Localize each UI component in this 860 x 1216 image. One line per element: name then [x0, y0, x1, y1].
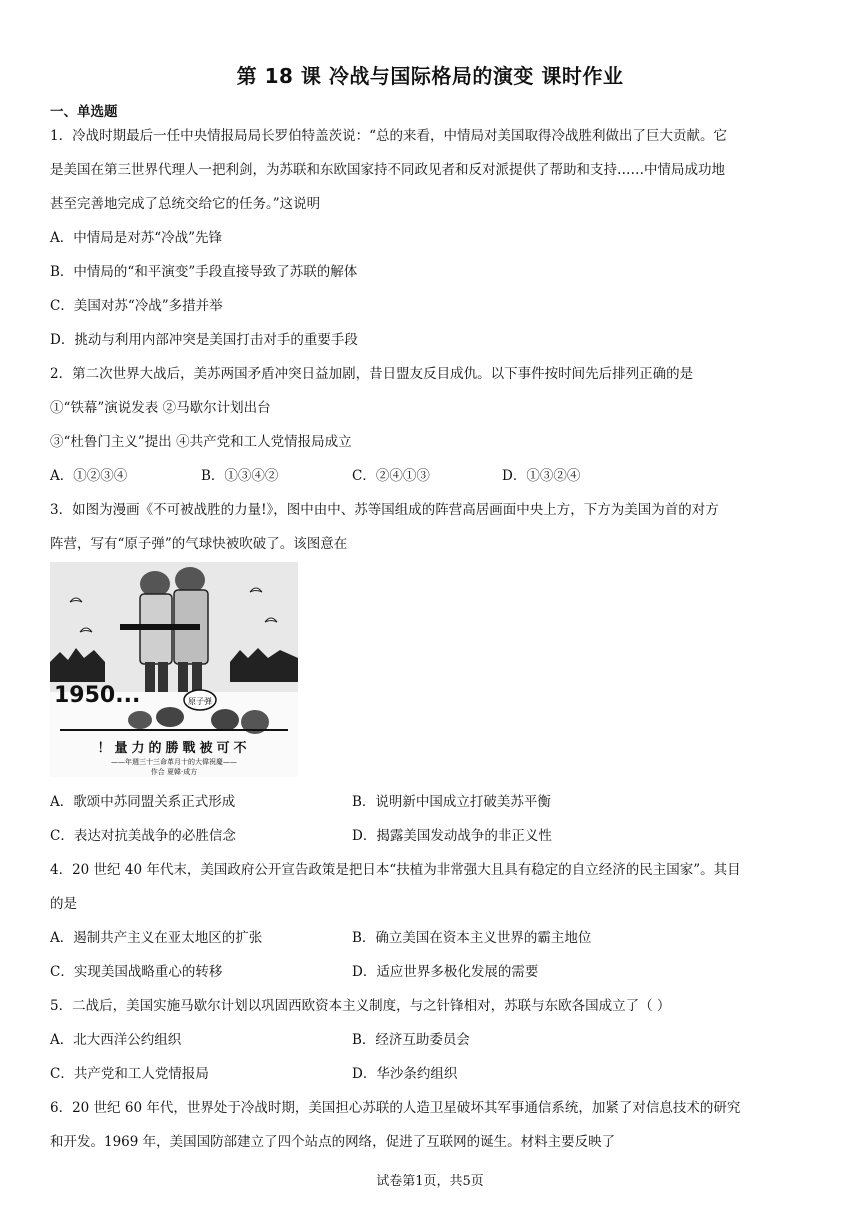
- q4-stem-line-1: 4．20 世纪 40 年代末，美国政府公开宣告政策是把日本“扶植为非常强大且具有稳定的自立经济的民主国家”。其目: [50, 862, 741, 878]
- q5-option-c: C．共产党和工人党情报局: [50, 1066, 209, 1082]
- q1-option-b: B．中情局的“和平演变”手段直接导致了苏联的解体: [50, 264, 358, 280]
- svg-text:原子弹: 原子弹: [188, 697, 212, 706]
- q2-option-a: A．①②③④: [50, 468, 128, 484]
- q5-option-d: D．华沙条约组织: [352, 1066, 458, 1082]
- q2-stem-line-3: ③“杜鲁门主义”提出 ④共产党和工人党情报局成立: [50, 434, 352, 450]
- q2-option-b: B．①③④②: [201, 468, 279, 484]
- q3-stem-line-1: 3．如图为漫画《不可被战胜的力量!》，图中由中、苏等国组成的阵营高居画面中央上方，下方为美国为首的对方: [50, 502, 719, 518]
- q1-option-a: A．中情局是对苏“冷战”先锋: [50, 230, 223, 246]
- cartoon-year: 1950...: [54, 683, 141, 708]
- q2-option-d: D．①③②④: [502, 468, 581, 484]
- q2-stem-line-2: ①“铁幕”演说发表 ②马歇尔计划出台: [50, 400, 271, 416]
- q4-option-c: C．实现美国战略重心的转移: [50, 964, 223, 980]
- q2-option-c: C．②④①③: [352, 468, 430, 484]
- q5-stem-line-1: 5．二战后，美国实施马歇尔计划以巩固西欧资本主义制度，与之针锋相对，苏联与东欧各国成立了（ ）: [50, 998, 671, 1014]
- cartoon-image: [50, 562, 298, 777]
- q3-option-c: C．表达对抗美战争的必胜信念: [50, 828, 236, 844]
- cartoon-caption: ！量力的勝戰被可不: [97, 741, 251, 756]
- q4-option-a: A．遏制共产主义在亚太地区的扩张: [50, 930, 263, 946]
- q1-stem-line-3: 甚至完善地完成了总统交给它的任务。”这说明: [50, 196, 321, 212]
- q5-option-b: B．经济互助委员会: [352, 1032, 470, 1048]
- cartoon-author: 作合 夏韓·成方: [150, 768, 198, 776]
- page-title: 第 18 课 冷战与国际格局的演变 课时作业: [236, 64, 624, 88]
- q4-option-b: B．确立美国在资本主义世界的霸主地位: [352, 930, 592, 946]
- cartoon-subcaption: ——年週三十三命革月十的大偉祝慶——: [111, 758, 237, 766]
- section-heading: 一、单选题: [50, 104, 118, 120]
- page-footer: 试卷第1页，共5页: [376, 1174, 484, 1189]
- q3-option-d: D．揭露美国发动战争的非正义性: [352, 828, 552, 844]
- q2-stem-line-1: 2．第二次世界大战后，美苏两国矛盾冲突日益加剧，昔日盟友反目成仇。以下事件按时间先后排列正确的是: [50, 366, 694, 382]
- q3-option-b: B．说明新中国成立打破美苏平衡: [352, 794, 551, 810]
- q1-stem-line-1: 1．冷战时期最后一任中央情报局局长罗伯特盖茨说：“总的来看，中情局对美国取得冷战胜利做出了巨大贡献。它: [50, 128, 727, 144]
- q3-option-a: A．歌颂中苏同盟关系正式形成: [50, 794, 236, 810]
- q3-stem-line-2: 阵营，写有“原子弹”的气球快被吹破了。该图意在: [50, 536, 348, 552]
- q6-stem-line-2: 和开发。1969 年，美国国防部建立了四个站点的网络，促进了互联网的诞生。材料主要反映了: [50, 1134, 616, 1150]
- q1-stem-line-2: 是美国在第三世界代理人一把利剑，为苏联和东欧国家持不同政见者和反对派提供了帮助和支持……中情局成功地: [50, 162, 725, 178]
- q4-option-d: D．适应世界多极化发展的需要: [352, 964, 539, 980]
- q1-option-c: C．美国对苏“冷战”多措并举: [50, 298, 223, 314]
- q4-stem-line-2: 的是: [50, 896, 77, 912]
- q1-option-d: D．挑动与利用内部冲突是美国打击对手的重要手段: [50, 332, 358, 348]
- q5-option-a: A．北大西洋公约组织: [50, 1032, 182, 1048]
- q6-stem-line-1: 6．20 世纪 60 年代，世界处于冷战时期，美国担心苏联的人造卫星破坏其军事通信系统，加紧了对信息技术的研究: [50, 1100, 741, 1116]
